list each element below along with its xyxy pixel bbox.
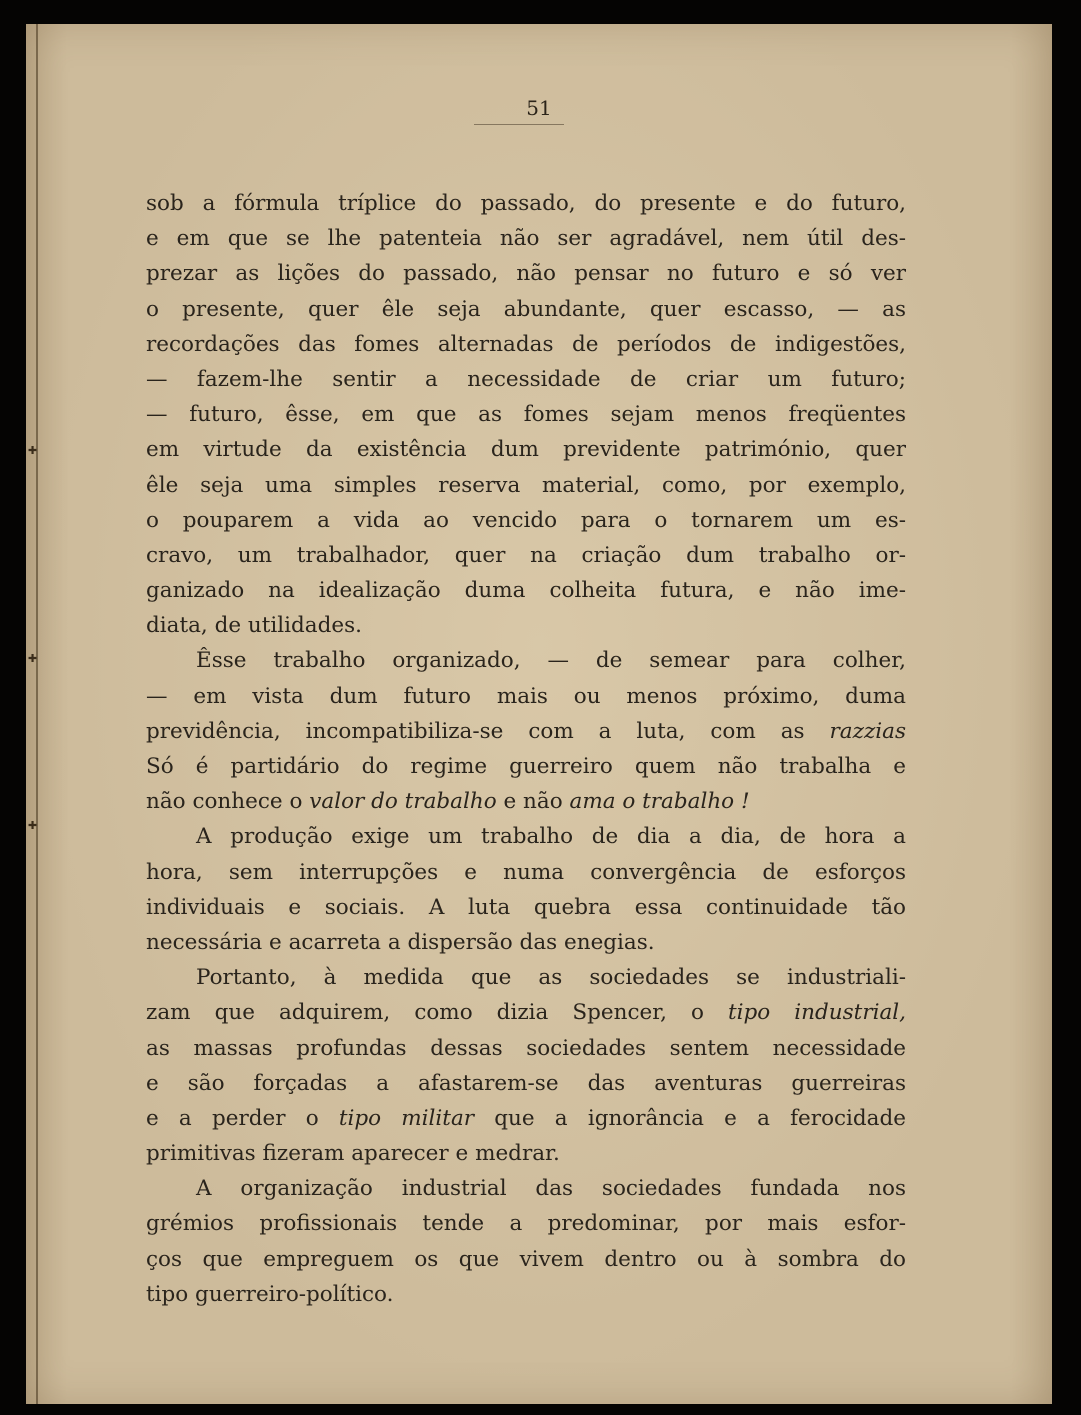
italic-term: valor do trabalho [309,789,497,815]
text-segment: e não [496,789,570,815]
binding-stitch-mark: ✚ [28,652,38,665]
text-line: necessária e acarreta a dispersão das enegias. [146,929,655,955]
text-segment: e a perder o [146,1105,339,1131]
header-rule [474,124,564,125]
text-line: Só é partidário do regime guerreiro quem não trabalha e [146,754,906,779]
binding-stitch-mark: ✚ [28,444,38,457]
text-line: Portanto, à medida que as sociedades se industriali- [196,965,906,991]
text-line: individuais e sociais. A luta quebra essa continuidade tão [146,894,906,920]
text-line: sob a fórmula tríplice do passado, do presente e do futuro, [146,191,906,216]
text-line: prezar as lições do passado, não pensar no futuro e só ver [146,261,906,287]
text-line [146,995,906,1030]
text-line [146,1101,906,1136]
text-line: grémios profissionais tende a predominar, por mais esfor- [146,1211,906,1237]
italic-term: tipo militar [338,1105,475,1131]
text-segment: previdência, incompatibiliza-se com a luta, com as [146,718,830,744]
text-segment: não conhece o [146,789,310,815]
text-line: primitivas fizeram aparecer e medrar. [146,1141,560,1167]
text-line: Êsse trabalho organizado, — de semear para colher, [196,648,906,674]
italic-term: tipo industrial, [728,1000,906,1026]
text-line [146,714,906,749]
book-page [26,24,1052,1404]
text-line: A organização industrial das sociedades fundada nos [196,1176,906,1202]
text-segment: que a ignorância e a ferocidade [474,1105,906,1131]
text-line: hora, sem interrupções e numa convergência de esforços [146,859,906,885]
text-line: — fazem-lhe sentir a necessidade de criar um futuro; [146,366,906,392]
text-line: — em vista dum futuro mais ou menos próximo, duma [146,683,906,709]
text-line: e são forçadas a afastarem-se das aventuras guerreiras [146,1070,906,1096]
text-line [146,784,906,819]
text-line: êle seja uma simples reserva material, como, por exemplo, [146,472,906,498]
text-line: o presente, quer êle seja abundante, quer escasso, — as [146,296,906,322]
text-line: ços que empreguem os que vivem dentro ou à sombra do [146,1246,906,1272]
text-segment: zam que adquirem, como dizia Spencer, o [146,1000,729,1026]
text-line: tipo guerreiro-político. [146,1281,394,1307]
text-line: diata, de utilidades. [146,613,362,639]
text-line: em virtude da existência dum previdente património, quer [146,437,906,463]
body-text [146,186,906,1312]
text-line: o pouparem a vida ao vencido para o tornarem um es- [146,507,906,533]
binding-edge [36,24,38,1404]
text-line: cravo, um trabalhador, quer na criação dum trabalho or- [146,542,906,568]
italic-term: ama o trabalho ! [569,789,750,815]
text-line: e em que se lhe patenteia não ser agradável, nem útil des- [146,226,906,252]
text-line: ganizado na idealização duma colheita futura, e não ime- [146,578,906,604]
text-line: recordações das fomes alternadas de períodos de indigestões, [146,331,906,357]
text-line: as massas profundas dessas sociedades sentem necessidade [146,1035,906,1061]
binding-stitch-mark: ✚ [28,819,38,832]
italic-term: razzias [829,718,906,744]
page-number: 51 [526,96,552,120]
text-line: A produção exige um trabalho de dia a dia, de hora a [196,824,906,850]
text-line: — futuro, êsse, em que as fomes sejam menos freqüentes [146,402,906,428]
